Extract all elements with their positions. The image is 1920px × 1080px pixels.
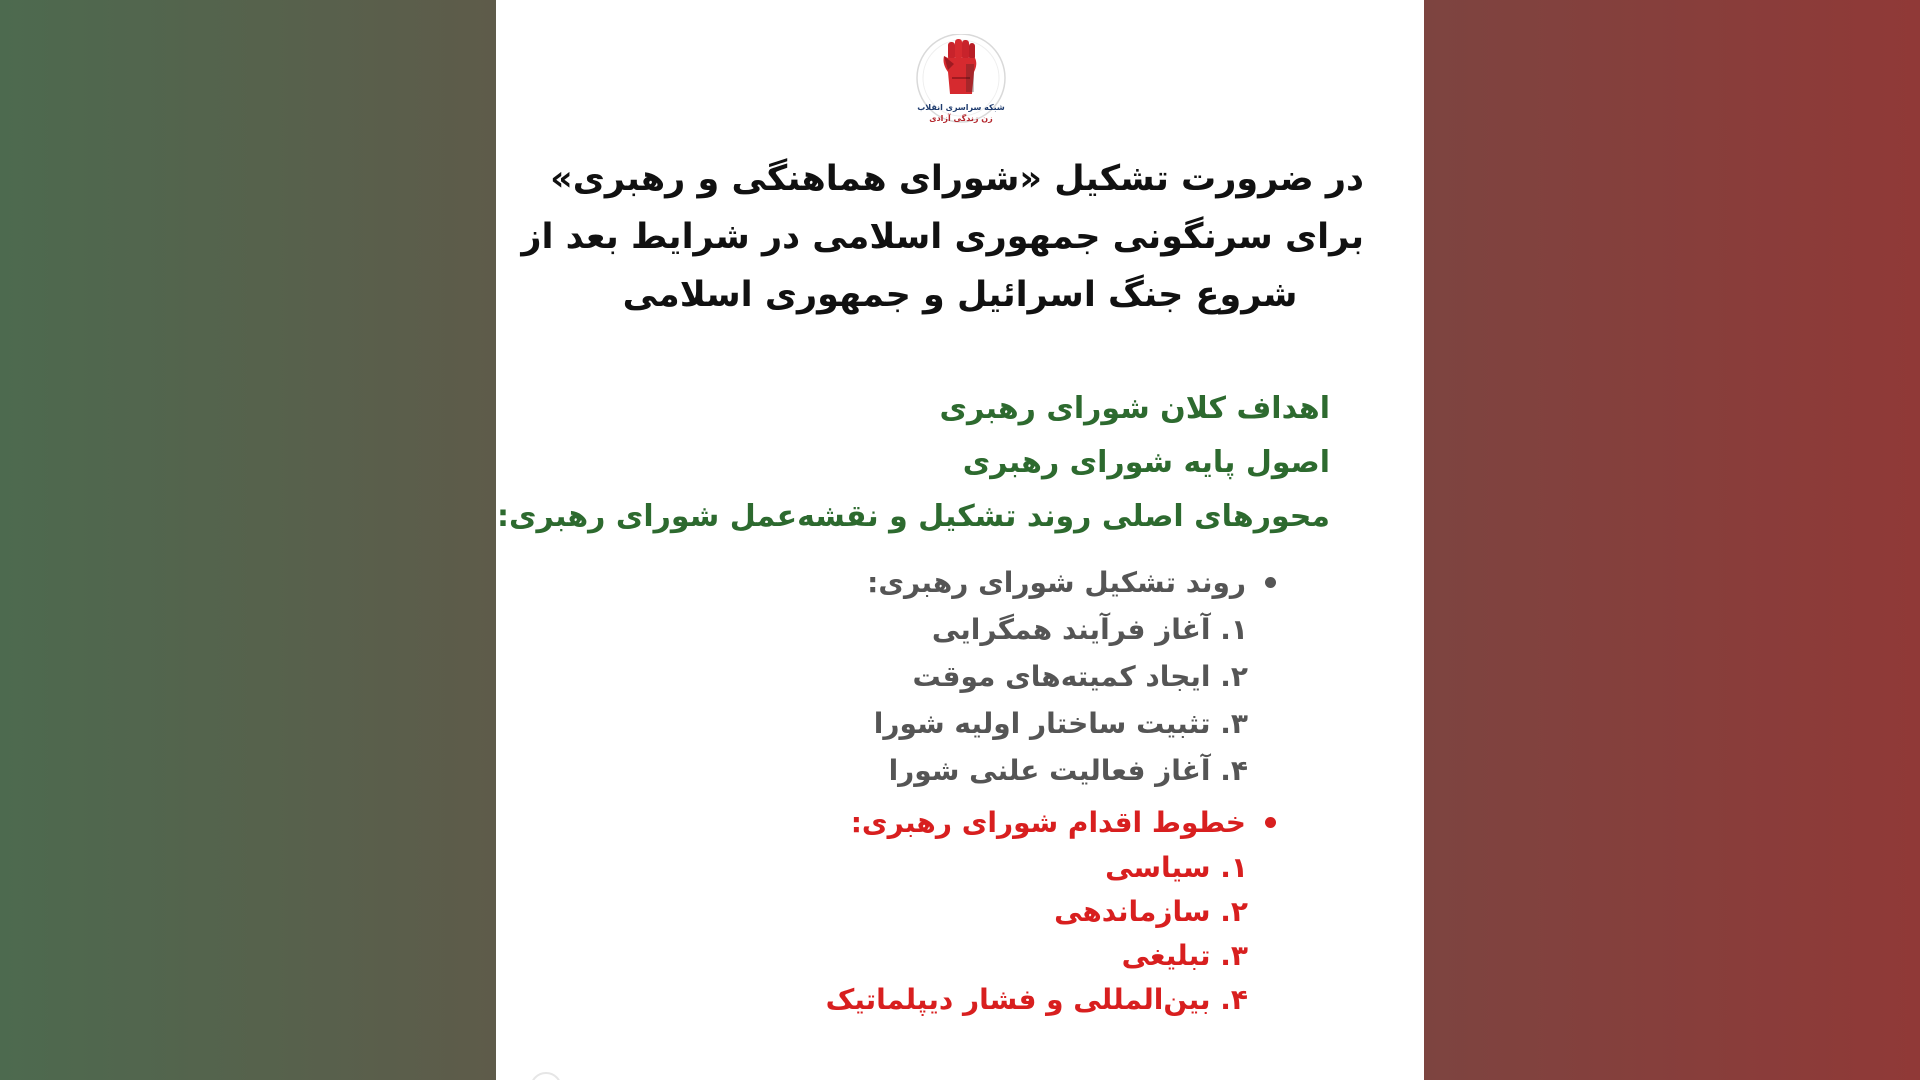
title-line: در ضرورت تشکیل «شورای هماهنگی و رهبری» bbox=[550, 159, 1364, 199]
formation-heading-text: روند تشکیل شورای رهبری: bbox=[867, 566, 1246, 599]
actions-heading-text: خطوط اقدام شورای رهبری: bbox=[850, 806, 1246, 839]
green-headings bbox=[496, 382, 1330, 544]
formation-list bbox=[716, 606, 1248, 794]
formation-heading bbox=[716, 560, 1276, 606]
partial-circle-decoration bbox=[530, 1072, 562, 1080]
list-item: ۴. بین‌المللی و فشار دیپلماتیک bbox=[825, 983, 1248, 1016]
title-line: شروع جنگ اسرائیل و جمهوری اسلامی bbox=[622, 275, 1298, 315]
logo-text-network: شبکه سراسری انقلاب bbox=[917, 103, 1005, 112]
title-line: برای سرنگونی جمهوری اسلامی در شرایط بعد از bbox=[521, 217, 1364, 257]
list-item: ۴. آغاز فعالیت علنی شورا bbox=[888, 754, 1248, 787]
list-item: ۲. ایجاد کمیته‌های موقت bbox=[912, 660, 1248, 693]
heading-basic-principles: اصول پایه شورای رهبری bbox=[962, 445, 1330, 480]
list-item: ۱. آغاز فرآیند همگرایی bbox=[931, 613, 1248, 646]
list-item: ۲. سازماندهی bbox=[1054, 895, 1248, 928]
list-item: ۱. سیاسی bbox=[1105, 851, 1248, 884]
actions-list bbox=[716, 846, 1248, 1022]
heading-macro-goals: اهداف کلان شورای رهبری bbox=[939, 391, 1330, 426]
document-card bbox=[496, 0, 1424, 1080]
logo-text-slogan: زن زندگی آزادی bbox=[929, 114, 993, 123]
bullet-icon bbox=[1265, 577, 1276, 588]
list-item: ۳. تبلیغی bbox=[1121, 939, 1248, 972]
heading-main-axes: محورهای اصلی روند تشکیل و نقشه‌عمل شورای رهبری: bbox=[496, 499, 1330, 534]
right-background-panel bbox=[1424, 0, 1920, 1080]
actions-heading bbox=[716, 800, 1276, 846]
formation-process-section bbox=[716, 560, 1276, 794]
action-lines-section bbox=[716, 800, 1276, 1022]
revolution-network-logo bbox=[908, 34, 1014, 130]
list-item: ۳. تثبیت ساختار اولیه شورا bbox=[873, 707, 1248, 740]
document-title bbox=[521, 150, 1364, 324]
left-background-panel bbox=[0, 0, 496, 1080]
bullet-icon bbox=[1265, 817, 1276, 828]
